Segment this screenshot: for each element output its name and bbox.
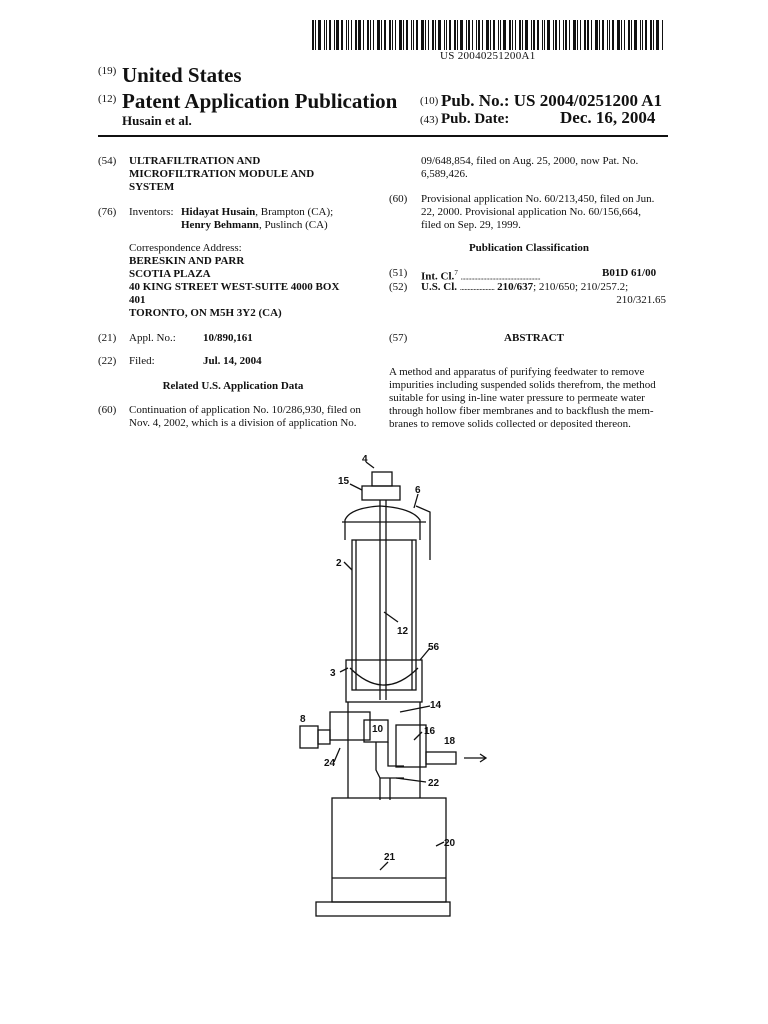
intcl-label: Int. Cl. [421,270,455,283]
top-valve [362,486,400,500]
continuation-code: (60) [98,404,117,416]
leader-21 [380,862,388,870]
label-22: 22 [428,778,440,789]
title-line: ULTRAFILTRATION AND [129,155,261,167]
pubdate-label: Pub. Date: [441,111,510,127]
valve-stem [318,730,330,744]
pubno-value: US 2004/0251200 A1 [513,91,663,110]
related-heading: Related U.S. Application Data [162,380,304,392]
inventor-2-name: Henry Behmann [181,219,259,231]
inventor-2-location: , Puslinch (CA) [258,219,328,231]
appl-number: 10/890,161 [203,332,253,344]
leader-20 [436,842,444,846]
address-line: SCOTIA PLAZA [129,268,211,280]
uscl-line2: 210/321.65 [616,294,666,306]
inventors-label: Inventors: [129,206,174,218]
intcl-code: (51) [389,267,408,279]
inventor-1-location: , Brampton (CA); [255,206,334,218]
title-line: MICROFILTRATION MODULE AND [129,168,315,180]
lower-housing [346,660,422,702]
continuation-line: 09/648,854, filed on Aug. 25, 2000, now Pat. No. [421,155,639,167]
vessel-body [352,540,416,690]
title-code: (54) [98,155,117,167]
label-6: 6 [415,485,421,496]
label-2: 2 [336,558,342,569]
country-code: (19) [98,65,117,77]
tank [332,798,446,902]
country: United States [122,63,242,87]
correspondence-label: Correspondence Address: [129,242,242,254]
filed-date: Jul. 14, 2004 [203,355,262,367]
address-line: 40 KING STREET WEST-SUITE 4000 BOX [129,281,340,293]
label-24: 24 [324,758,336,769]
classification-heading: Publication Classification [468,242,590,254]
abstract-line: suitable for using in-line water pressure to permeate water [389,392,645,404]
label-12: 12 [397,626,409,637]
pubno-label: Pub. No.: [441,91,510,110]
leader-3 [340,668,348,672]
filed-label: Filed: [129,355,155,367]
intcl-value: B01D 61/00 [602,267,657,279]
address-line: 401 [129,294,146,306]
pubdate-code: (43) [420,114,439,126]
address-line: TORONTO, ON M5H 3Y2 (CA) [129,307,282,319]
leader-15 [350,484,362,490]
provisional-line: Provisional application No. 60/213,450, filed on Jun. [421,193,655,205]
title-line: SYSTEM [129,181,175,193]
uscl-primary: 210/637 [497,281,534,293]
uscl-code: (52) [389,281,408,293]
label-18: 18 [444,736,456,747]
leader-16 [414,732,422,740]
tank-base [316,902,450,916]
label-15: 15 [338,476,350,487]
label-16: 16 [424,726,436,737]
outlet-arrow [464,754,486,762]
label-14: 14 [430,700,442,711]
valve-16 [396,725,426,767]
intcl-sup: 7 [454,269,458,277]
continuation-line: Nov. 4, 2002, which is a division of application No. [129,417,357,429]
intcl-dots: ..................................................... [460,272,541,282]
label-10: 10 [372,724,384,735]
leader-22 [396,778,426,782]
label-3: 3 [330,668,336,679]
pubno-code: (10) [420,95,439,107]
leader-2 [344,562,352,570]
label-20: 20 [444,838,456,849]
provisional-code: (60) [389,193,408,205]
outlet-pipe-18 [426,752,456,764]
abstract-heading: ABSTRACT [504,332,564,344]
label-8: 8 [300,714,306,725]
label-56: 56 [428,642,440,653]
housing-bowl [350,668,418,685]
type-code: (12) [98,93,117,105]
inventors-code: (76) [98,206,117,218]
provisional-line: filed on Sep. 29, 1999. [421,219,521,231]
cap-side-right [416,506,430,560]
address-line: BERESKIN AND PARR [129,255,245,267]
dome-cap [345,506,420,540]
top-fitting [372,472,392,486]
continuation-line: 6,589,426. [421,168,468,180]
inventor-1-name: Hidayat Husain [181,206,256,218]
abstract-line: impurities including suspended solids therefrom, the method [389,379,656,391]
label-21: 21 [384,852,396,863]
publication-type: Patent Application Publication [122,89,398,113]
leader-14 [400,706,430,712]
publication-date: Dec. 16, 2004 [560,108,656,127]
abstract-line: A method and apparatus of purifying feedwater to remove [389,366,645,378]
valve-handle [300,726,318,748]
abstract-line: through hollow fiber membranes and to backflush the mem- [389,405,654,417]
label-4: 4 [362,454,368,465]
uscl-rest: ; 210/650; 210/257.2; [533,281,629,293]
appl-label: Appl. No.: [129,332,176,344]
filed-code: (22) [98,355,117,367]
uscl-label: U.S. Cl. [421,281,458,293]
pipe-elbow [376,742,404,778]
inventor-short: Husain et al. [122,113,192,128]
provisional-line: 22, 2000. Provisional application No. 60/156,664, [421,206,641,218]
barcode-number: US 20040251200A1 [440,50,536,62]
abstract-line: branes to remove solids collected or deposited thereon. [389,418,631,430]
appl-code: (21) [98,332,117,344]
uscl-dots: ....................... [459,283,495,292]
continuation-line: Continuation of application No. 10/286,930, filed on [129,404,361,416]
abstract-code: (57) [389,332,408,344]
